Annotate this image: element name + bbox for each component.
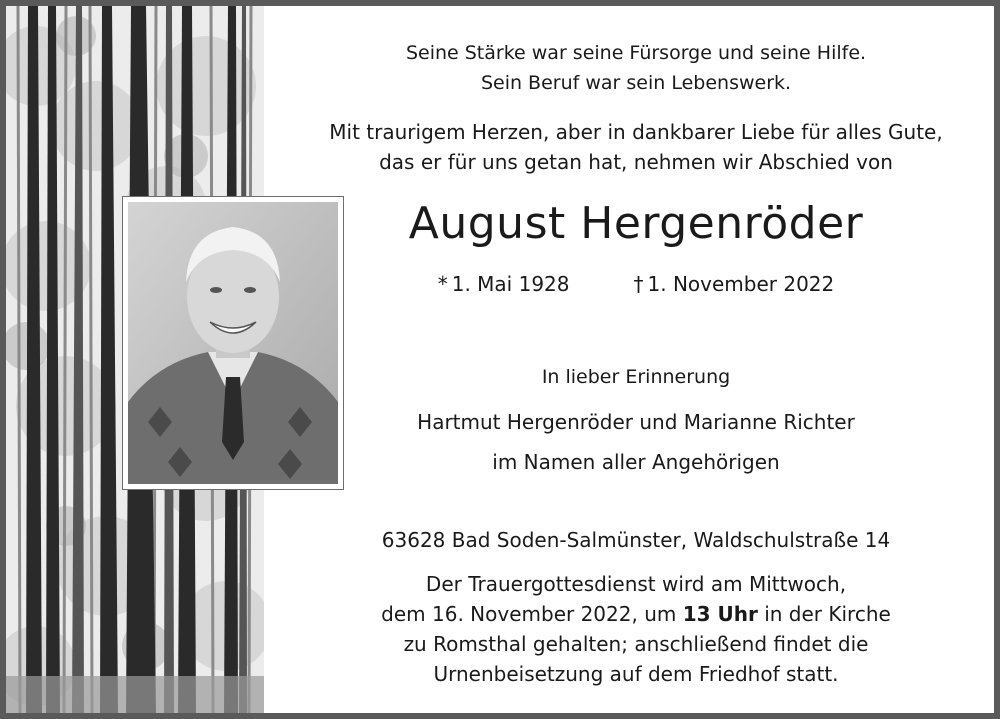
- death-symbol: †: [633, 272, 644, 296]
- address: 63628 Bad Soden-Salmünster, Waldschulstraße 14: [381, 528, 891, 552]
- service-time: 13 Uhr: [682, 602, 758, 626]
- life-dates: [306, 272, 966, 296]
- service-line-2-pre: dem 16. November 2022, um: [381, 602, 683, 626]
- service-line-3: zu Romsthal gehalten; anschließend findet die: [403, 632, 869, 656]
- intro-line-2: das er für uns getan hat, nehmen wir Abschied von: [379, 150, 893, 174]
- mourners-line-1: Hartmut Hergenröder und Marianne Richter: [417, 410, 855, 434]
- mourners-line-2: im Namen aller Angehörigen: [492, 450, 780, 474]
- quote-line-1: Seine Stärke war seine Fürsorge und seine Hilfe.: [405, 42, 867, 64]
- service-line-4: Urnenbeisetzung auf dem Friedhof statt.: [433, 662, 839, 686]
- death-date: 1. November 2022: [647, 272, 835, 296]
- intro-line-1: Mit traurigem Herzen, aber in dankbarer Liebe für alles Gute,: [329, 120, 943, 144]
- birth-date: 1. Mai 1928: [451, 272, 570, 296]
- quote-line-2: Sein Beruf war sein Lebenswerk.: [480, 72, 792, 94]
- service-line-2: [306, 602, 966, 626]
- birth-symbol: *: [437, 272, 448, 296]
- service-line-2-post: in der Kirche: [757, 602, 891, 626]
- deceased-name: August Hergenröder: [408, 198, 864, 249]
- remembrance-label: In lieber Erinnerung: [541, 366, 731, 388]
- service-line-1: Der Trauergottesdienst wird am Mittwoch,: [425, 572, 847, 596]
